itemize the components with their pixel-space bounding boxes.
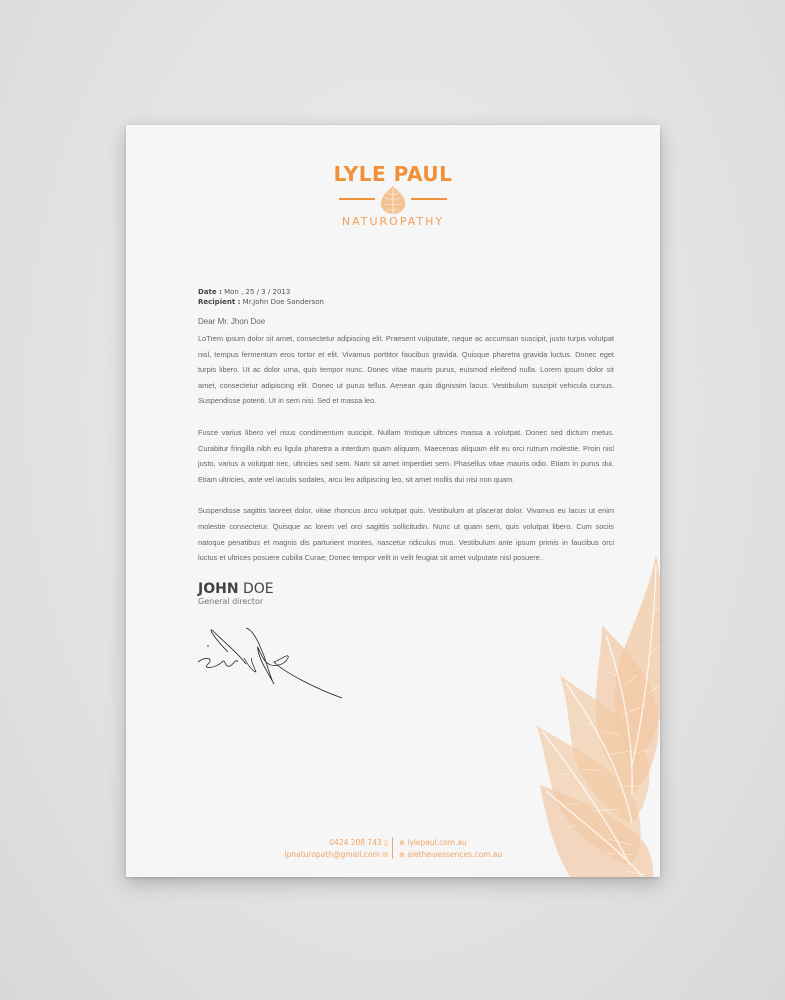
paragraph: Suspendisse sagittis laoreet dolor, vitae rhoncus arcu volutpat quis. Vestibulum at placerat dolor. Vivamus eu lacus ut enim molestie consectetur. Quisque ac lorem vel orci sagittis sollicitudin. Nunc ut quam sem, quis volutpat libero. Cum sociis natoque penatibus et magnis dis parturient montes, nascetur ridiculus mus. Vestibulum ante ipsum primis in faucibus orci luctus et ultrices posuere cubilia Curae; Donec tempor velit in velit feugiat sit amet vulputate nisl posuere..	[198, 506, 614, 563]
email-icon: ✉	[382, 851, 388, 859]
brand-subtitle: NATUROPATHY	[341, 215, 445, 228]
phone-icon: ▯	[384, 839, 388, 847]
letter-meta	[198, 287, 324, 307]
recipient-label: Recipient :	[198, 298, 241, 306]
leaf-icon	[377, 185, 409, 215]
signer-last-name: DOE	[243, 581, 274, 597]
recipient-value: Mr.John Doe Sanderson	[242, 298, 324, 306]
website-1: lylepaul.com.au	[407, 838, 467, 847]
logo-emblem	[339, 185, 447, 215]
logo-divider-left	[339, 198, 375, 200]
date-label: Date :	[198, 288, 222, 296]
website-line-2	[399, 849, 502, 861]
brand-name: LYLE PAUL	[333, 162, 453, 186]
email-line	[285, 849, 388, 861]
date-value: Mon , 25 / 3 / 2013	[224, 288, 291, 296]
handwritten-signature	[194, 622, 344, 702]
website-line-1	[399, 837, 502, 849]
date-line	[198, 287, 324, 297]
phone-number: 0424 208 743	[329, 838, 382, 847]
footer-contacts-left	[285, 837, 388, 861]
letter-greeting: Dear Mr. Jhon Doe	[198, 317, 266, 326]
phone-line	[285, 837, 388, 849]
globe-icon: ⊕	[399, 851, 405, 859]
signer-name	[198, 581, 274, 597]
footer-divider	[392, 837, 393, 859]
paragraph: LoTrem ipsum dolor sit amet, consectetur adipiscing elit. Praesent vulputate, neque ac accumsan suscipit, justo turpis volutpat nisl, tempus fermentum eros tortor et elit. Vivamus porttitor faucibus gravida. Quisque pharetra gravida luctus. Donec eget turpis libero. Ut ac dolor urna, quis tempor nunc. Donec vitae mauris purus, euismod eleifend nulla. Lorem ipsum dolor sit amet, consectetur adipiscing elit. Donec ut purus tellus. Aenean quis dignissim lacus. Vestibulum suscipit vehicula cursus. Suspendisse potenti. Ut in sem nisi. Sed et massa leo.	[198, 334, 614, 406]
website-2: aletheiaessences.com.au	[407, 850, 503, 859]
letterhead-paper	[126, 125, 660, 877]
recipient-line	[198, 297, 324, 307]
paragraph: Fusce varius libero vel risus condimentum suscipit. Nullam tristique ultrices massa a volutpat. Donec sed dictum metus. Curabitur fringilla nibh eu ligula pharetra a interdum quam aliquam. Maecenas aliquam elit eu orci rutrum molestie. Proin nisl justo, varius a volutpat nec, ultricies sed sem. Nam sit amet imperdiet sem. Phasellus vitae mauris odio. Etiam in purus dui. Etiam ultricies, ante vel iaculis sodales, arcu leo adipiscing leo, sit amet mollis dui nisi non quam.	[198, 427, 614, 484]
email-address: lpnaturopath@gmail.com	[284, 850, 380, 859]
signer-title: General director	[198, 597, 264, 606]
signer-block	[198, 581, 274, 606]
brand-logo	[126, 163, 660, 228]
logo-divider-right	[411, 198, 447, 200]
globe-icon: ⊕	[399, 839, 405, 847]
signer-first-name: JOHN	[198, 581, 239, 597]
decorative-leaves	[536, 555, 660, 877]
letter-body	[198, 331, 614, 582]
footer-contacts-right	[399, 837, 502, 861]
